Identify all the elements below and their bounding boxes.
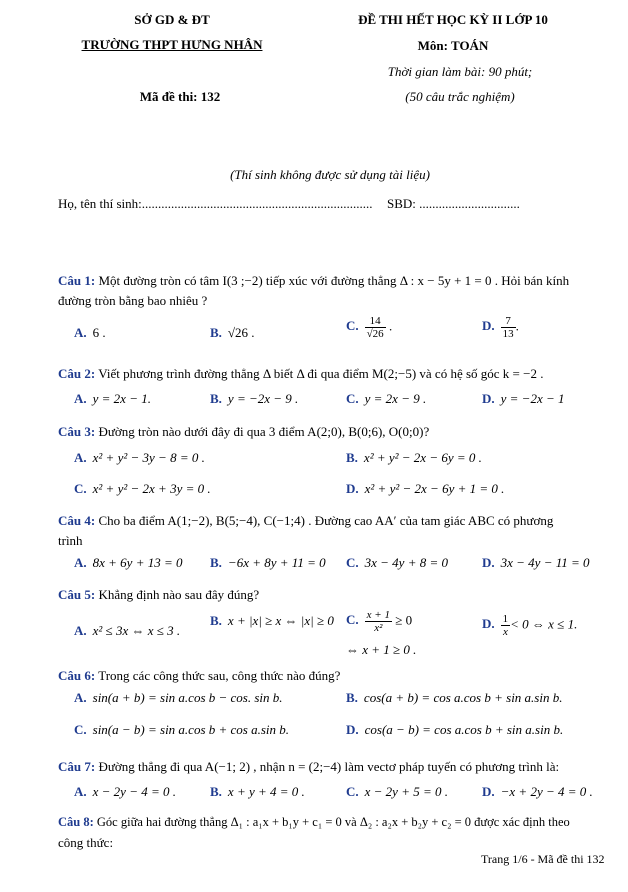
question-label: Câu 7: <box>58 759 96 774</box>
exam-code: Mã đề thi: 132 <box>139 89 221 104</box>
q4-option-c[interactable]: C. 3x − 4y + 8 = 0 <box>346 555 448 570</box>
question-1 <box>58 273 569 289</box>
fraction: $\frac{14}{√26}$ <box>366 315 384 340</box>
question-3 <box>58 424 429 440</box>
q7-option-a[interactable]: A. x − 2y − 4 = 0 . <box>74 784 176 799</box>
question-text: Góc giữa hai đường thẳng Δ₁ : a₁x + b₁y + c₁ = 0 và Δ₂ : a₂x + b₂y + c₂ = 0 được xác định theo <box>96 815 570 829</box>
q5-option-c[interactable]: C. $\frac{x + 1}{\text{x²}}$ ≥ 0 <box>346 609 413 634</box>
q3-option-c[interactable]: C. x² + y² − 2x + 3y = 0 . <box>74 481 211 496</box>
q2-option-b[interactable]: B. y = −2x − 9 . <box>210 391 299 406</box>
q5-option-b[interactable]: B. x + |x| ≥ x ⇔ |x| ≥ 0 <box>210 613 334 628</box>
fraction: $\frac{7}{13}$ <box>502 315 514 340</box>
subject: Môn: TOÁN <box>417 38 489 53</box>
question-1-cont: đường tròn bằng bao nhiêu ? <box>58 293 208 308</box>
option-text: √26 . <box>227 325 255 340</box>
question-text: Đường thẳng đi qua A(−1; 2) , nhận n = (2;−4) làm vectơ pháp tuyến có phương trình là: <box>98 759 560 774</box>
question-label: Câu 3: <box>58 424 96 439</box>
q1-option-c[interactable]: C. $\frac{14}{√26}$ . <box>346 315 393 340</box>
question-text: Khẳng định nào sau đây đúng? <box>98 587 260 602</box>
option-letter: A. <box>74 325 87 340</box>
question-text: Viết phương trình đường thẳng Δ biết Δ đi qua điểm M(2;−5) và có hệ số góc k = −2 . <box>98 366 544 381</box>
q7-option-d[interactable]: D. −x + 2y − 4 = 0 . <box>482 784 593 799</box>
q7-option-c[interactable]: C. x − 2y + 5 = 0 . <box>346 784 448 799</box>
q4-option-a[interactable]: A. 8x + 6y + 13 = 0 <box>74 555 183 570</box>
school-name: TRƯỜNG THPT HƯNG NHÂN <box>81 37 263 52</box>
q6-option-b[interactable]: B. cos(a + b) = cos a.cos b + sin a.sin b. <box>346 690 563 705</box>
question-count: (50 câu trắc nghiệm) <box>405 89 515 104</box>
q5-option-a[interactable]: A. x² ≤ 3x ⇔ x ≤ 3 . <box>74 623 181 638</box>
question-4-cont: trình <box>58 533 83 548</box>
question-label: Câu 4: <box>58 513 96 528</box>
q4-option-b[interactable]: B. −6x + 8y + 11 = 0 <box>210 555 326 570</box>
option-letter: C. <box>346 318 359 334</box>
option-letter: D. <box>482 318 495 334</box>
no-materials-note: (Thí sinh không được sử dụng tài liệu) <box>230 167 430 182</box>
q4-option-d[interactable]: D. 3x − 4y − 11 = 0 <box>482 555 590 570</box>
q2-option-c[interactable]: C. y = 2x − 9 . <box>346 391 427 406</box>
q2-option-d[interactable]: D. y = −2x − 1 <box>482 391 565 406</box>
student-name-line: Họ, tên thí sinh:....................................................................... <box>58 196 373 211</box>
question-8-cont: công thức: <box>58 835 114 850</box>
q5-option-c-cont: ⇔ x + 1 ≥ 0 . <box>346 642 417 657</box>
question-label: Câu 1: <box>58 273 96 288</box>
duration: Thời gian làm bài: 90 phút; <box>387 64 533 79</box>
fraction: $\frac{x + 1}{\text{x²}}$ <box>366 609 390 634</box>
question-text: Trong các công thức sau, công thức nào đúng? <box>98 668 341 683</box>
q7-option-b[interactable]: B. x + y + 4 = 0 . <box>210 784 305 799</box>
q3-option-d[interactable]: D. x² + y² − 2x − 6y + 1 = 0 . <box>346 481 505 496</box>
q3-option-b[interactable]: B. x² + y² − 2x − 6y = 0 . <box>346 450 482 465</box>
q6-option-c[interactable]: C. sin(a − b) = sin a.cos b + cos a.sin b. <box>74 722 290 737</box>
question-text: Đường tròn nào dưới đây đi qua 3 điểm A(2;0), B(0;6), O(0;0)? <box>98 424 430 439</box>
question-7 <box>58 759 559 775</box>
question-5 <box>58 587 259 603</box>
sbd-line: SBD: ............................... <box>387 196 520 211</box>
q5-option-d[interactable]: D. $\frac{1}{x}$ < 0 ⇔ x ≤ 1. <box>482 613 578 638</box>
question-6 <box>58 668 340 684</box>
question-label: Câu 5: <box>58 587 96 602</box>
q2-option-a[interactable]: A. y = 2x − 1. <box>74 391 151 406</box>
option-text: 6 . <box>92 325 106 340</box>
fraction: $\frac{1}{x}$ <box>502 613 509 638</box>
dept-name: SỞ GD & ĐT <box>134 12 210 27</box>
option-letter: B. <box>210 325 222 340</box>
q6-option-a[interactable]: A. sin(a + b) = sin a.cos b − cos. sin b. <box>74 690 283 705</box>
question-label: Câu 6: <box>58 668 96 683</box>
question-8 <box>58 815 570 830</box>
exam-title: ĐỀ THI HẾT HỌC KỲ II LỚP 10 <box>358 12 548 27</box>
q1-option-a[interactable] <box>74 325 106 341</box>
question-text: Một đường tròn có tâm I(3 ;−2) tiếp xúc với đường thẳng Δ : x − 5y + 1 = 0 . Hỏi bán kính <box>98 273 570 288</box>
question-4 <box>58 513 553 529</box>
question-text: Cho ba điểm A(1;−2), B(5;−4), C(−1;4) . Đường cao AA′ của tam giác ABC có phương <box>98 513 554 528</box>
q6-option-d[interactable]: D. cos(a − b) = cos a.cos b + sin a.sin b. <box>346 722 564 737</box>
q1-option-d[interactable]: D. $\frac{7}{13}$ . <box>482 315 519 340</box>
question-label: Câu 2: <box>58 366 96 381</box>
q3-option-a[interactable]: A. x² + y² − 3y − 8 = 0 . <box>74 450 205 465</box>
page-footer: Trang 1/6 - Mã đề thi 132 <box>481 852 605 866</box>
question-2 <box>58 366 543 382</box>
q1-option-b[interactable] <box>210 325 255 341</box>
question-label: Câu 8: <box>58 815 94 829</box>
